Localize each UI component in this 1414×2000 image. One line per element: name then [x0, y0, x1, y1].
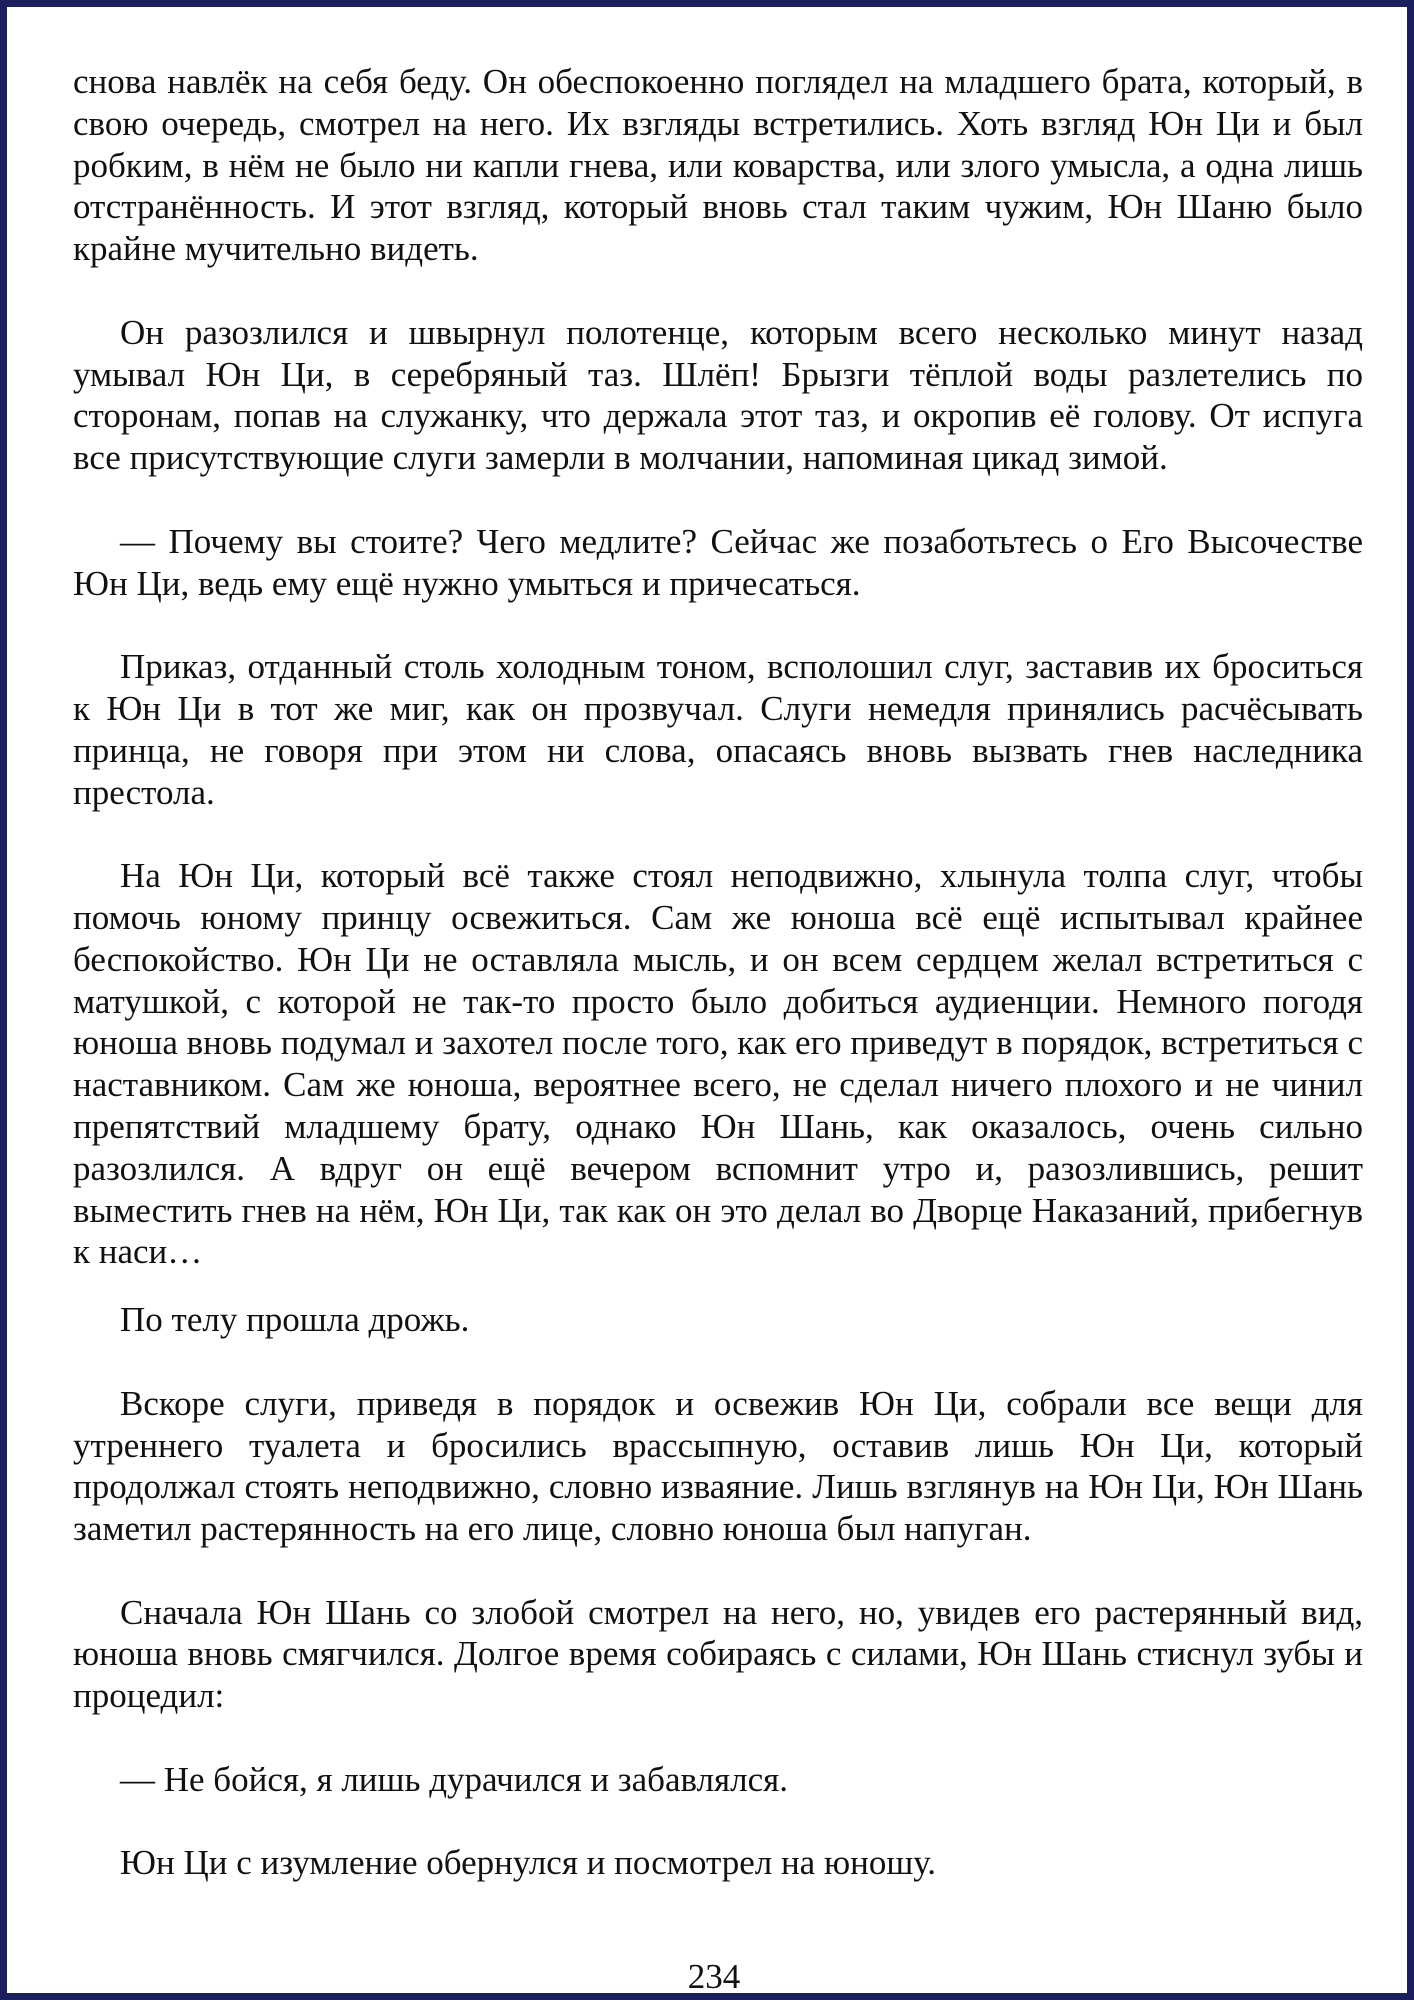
paragraph-7: Вскоре слуги, приведя в порядок и освежив Юн Ци, собрали все вещи для утреннего туалета и бросились врассыпную, оставив лишь Юн Ци, который продолжал стоять неподвижно, словно изваяние. Лишь взглянув на Юн Ци, Юн Шань заметил растерянность на его лице, словно юноша был напуган. [73, 1383, 1363, 1549]
paragraph-10: Юн Ци с изумление обернулся и посмотрел на юношу. [120, 1843, 937, 1883]
paragraph-8: Сначала Юн Шань со злобой смотрел на него, но, увидев его растерянный вид, юноша вновь смягчился. Долгое время собираясь с силами, Юн Шань стиснул зубы и процедил: [73, 1592, 1363, 1716]
paragraph-5: На Юн Ци, который всё также стоял неподвижно, хлынула толпа слуг, чтобы помочь юному принцу освежиться. Сам же юноша всё ещё испытывал крайнее беспокойство. Юн Ци не оставляла мысль, и он всем сердцем желал встретиться с матушкой, с которой не так-то просто было добиться аудиенции. Немного погодя юноша вновь подумал и захотел после того, как его приведут в порядок, встретиться с наставником. Сам же юноша, вероятнее всего, не сделал ничего плохого и не чинил препятствий младшему брату, однако Юн Шань, как оказалось, очень сильно разозлился. А вдруг он ещё вечером вспомнит утро и, разозлившись, решит выместить гнев на нём, Юн Ци, так как он это делал во Дворце Наказаний, прибегнув к наси… [73, 856, 1363, 1272]
text-body [73, 61, 1363, 1926]
paragraph-6: По телу прошла дрожь. [120, 1300, 470, 1340]
paragraph-9: — Не бойся, я лишь дурачился и забавлялся. [120, 1759, 788, 1799]
paragraph-1: снова навлёк на себя беду. Он обеспокоенно поглядел на младшего брата, который, в свою очередь, смотрел на него. Их взгляды встретились. Хоть взгляд Юн Ци и был робким, в нём не было ни капли гнева, или коварства, или злого умысла, а одна лишь отстранённость. И этот взгляд, который вновь стал таким чужим, Юн Шаню было крайне мучительно видеть. [73, 62, 1363, 269]
paragraph-4: Приказ, отданный столь холодным тоном, всполошил слуг, заставив их броситься к Юн Ци в тот же миг, как он прозвучал. Слуги немедля принялись расчёсывать принца, не говоря при этом ни слова, опасаясь вновь вызвать гнев наследника престола. [73, 647, 1363, 812]
paragraph-2: Он разозлился и швырнул полотенце, которым всего несколько минут назад умывал Юн Ци, в серебряный таз. Шлёп! Брызги тёплой воды разлетелись по сторонам, попав на служанку, что держала этот таз, и окропив её голову. От испуга все присутствующие слуги замерли в молчании, напоминая цикад зимой. [73, 312, 1363, 478]
page-number: 234 [687, 1957, 741, 1996]
paragraph-3: — Почему вы стоите? Чего медлите? Сейчас же позаботьтесь о Его Высочестве Юн Ци, ведь ему ещё нужно умыться и причесаться. [73, 521, 1363, 603]
